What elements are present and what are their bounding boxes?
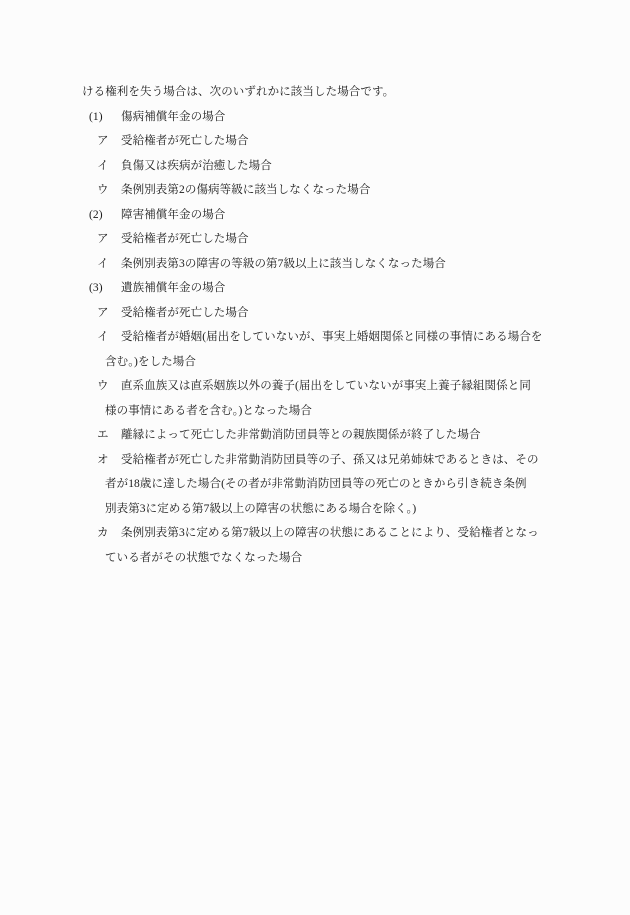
item-marker: ウ [97,380,109,392]
list-item [97,448,570,473]
item-text: 受給権者が死亡した場合 [121,135,249,147]
section-heading [89,105,570,130]
section-heading [89,276,570,301]
item-text: 受給権者が死亡した場合 [121,306,249,319]
list-item-continuation: ている者がその状態でなくなった場合 [105,551,303,564]
item-text: 負傷又は疾病が治癒した場合 [121,159,272,172]
item-marker: カ [97,527,109,539]
item-text: 受給権者が死亡した非常勤消防団員等の子、孫又は兄弟姉妹であるときは、その [121,453,539,466]
item-text: 受給権者が死亡した場合 [121,233,249,245]
section-marker: (3) [89,282,103,294]
section-title: 障害補償年金の場合 [121,208,226,221]
section-disability-pension [82,203,570,277]
item-marker: イ [97,159,109,172]
item-marker: イ [97,331,109,343]
section-marker: (2) [89,208,103,221]
item-text: 受給権者が婚姻(届出をしていないが、事実上婚姻関係と同様の事情にある場合を [121,331,543,343]
item-text: 条例別表第3の障害の等級の第7級以上に該当しなくなった場合 [121,257,446,270]
item-marker: ア [97,135,109,147]
list-item [97,301,570,326]
list-item [97,252,570,277]
list-item [97,374,570,399]
item-marker: ウ [97,184,109,196]
section-marker: (1) [89,110,103,123]
list-item-continuation: 者が18歳に達した場合(その者が非常勤消防団員等の死亡のときから引き続き条例 [105,478,527,490]
list-item [97,154,570,179]
list-item [97,129,570,154]
list-item [97,423,570,448]
list-item-continuation: 様の事情にある者を含む。)となった場合 [105,404,312,417]
list-item [97,227,570,252]
list-item-continuation: 別表第3に定める第7級以上の障害の状態にある場合を除く。) [105,502,417,515]
section-injury-illness-pension [82,105,570,203]
item-text: 離縁によって死亡した非常勤消防団員等との親族関係が終了した場合 [121,429,481,441]
list-item [97,178,570,203]
item-marker: ア [97,306,109,319]
item-text: 条例別表第2の傷病等級に該当しなくなった場合 [121,184,371,196]
item-marker: オ [97,453,109,466]
section-title: 傷病補償年金の場合 [121,110,226,123]
intro-text: ける権利を失う場合は、次のいずれかに該当した場合です。 [82,86,395,98]
list-item [97,521,570,546]
section-heading [89,203,570,228]
section-title: 遺族補償年金の場合 [121,282,226,294]
item-marker: エ [97,429,109,441]
item-marker: イ [97,257,109,270]
list-item [97,325,570,350]
item-marker: ア [97,233,109,245]
item-text: 条例別表第3に定める第7級以上の障害の状態にあることにより、受給権者となっ [121,527,539,539]
section-survivor-pension [82,276,570,570]
item-text: 直系血族又は直系姻族以外の養子(届出をしていないが事実上養子縁組関係と同 [121,380,531,392]
list-item-continuation: 含む。)をした場合 [105,355,196,368]
